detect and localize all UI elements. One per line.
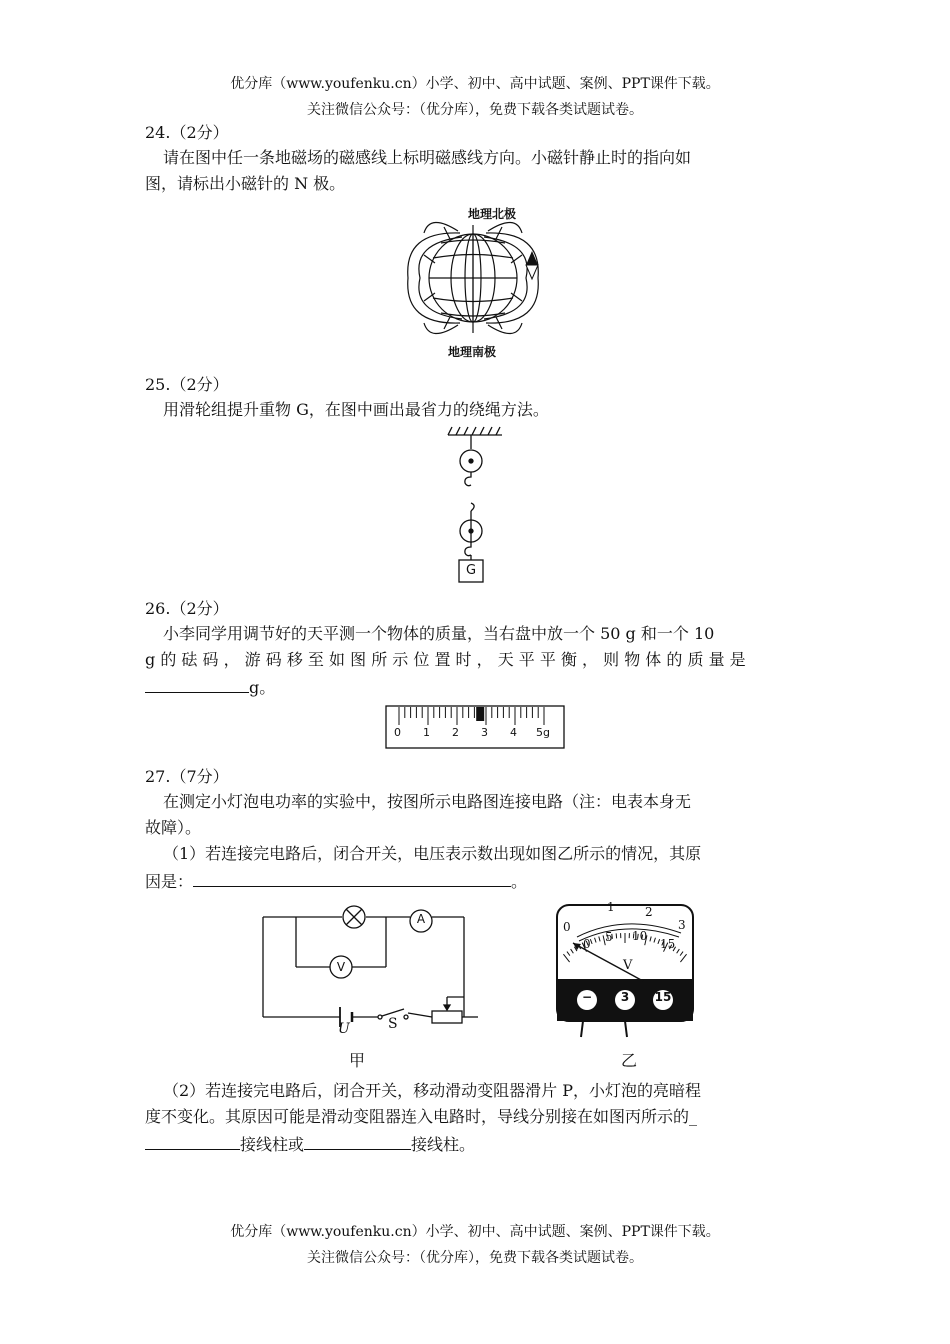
q27-part2-suffix: 接线柱。 [411, 1135, 476, 1154]
header-line-2: 关注微信公众号：（优分库），免费下载各类试题试卷。 [307, 102, 643, 118]
scale-tick-label: 4 [510, 726, 517, 739]
top-scale-2: 2 [645, 905, 653, 919]
q27-part2-blank-1[interactable] [145, 1131, 240, 1150]
switch-label: S [388, 1016, 398, 1032]
circuit-diagram [258, 905, 483, 1040]
scale-tick-label: 1 [423, 726, 430, 739]
terminal-negative: − [581, 990, 593, 1004]
q27-text-line2: 故障）。 [145, 818, 202, 837]
bottom-scale-15: 15 [660, 937, 676, 951]
voltmeter-label: V [336, 960, 346, 974]
circuit-caption: 甲 [349, 1051, 366, 1070]
bottom-scale-0: 0 [583, 937, 591, 951]
q25-text: 用滑轮组提升重物 G，在图中画出最省力的绕绳方法。 [163, 400, 549, 419]
footer-line-1: 优分库（www.youfenku.cn）小学、初中、高中试题、案例、PPT课件下载。 [230, 1224, 720, 1240]
q25-number: 25.（2分） [145, 375, 229, 394]
bottom-scale-10: 10 [632, 929, 648, 943]
q27-number: 27.（7分） [145, 767, 229, 786]
q26-answer-suffix: g。 [249, 678, 276, 697]
q27-part1-blank[interactable] [193, 868, 511, 887]
q26-answer-blank[interactable] [145, 674, 249, 693]
weight-label: G [465, 563, 477, 578]
voltmeter-dial-figure [555, 903, 695, 1043]
q26-answer-line [145, 674, 810, 700]
q27-part1-line2 [145, 868, 810, 894]
q27-part2-line1: （2）若连接完电路后，闭合开关，移动滑动变阻器滑片 P，小灯泡的亮暗程 [163, 1081, 702, 1100]
meter-caption: 乙 [621, 1051, 638, 1070]
scale-tick-label: 2 [452, 726, 459, 739]
q27-part1-prefix: 因是： [145, 872, 194, 891]
terminal-3: 3 [620, 990, 630, 1004]
meter-unit-label: V [623, 958, 633, 973]
q27-part1-suffix: 。 [511, 872, 528, 891]
q27-part2-mid: 接线柱或 [240, 1135, 305, 1154]
scale-tick-labels [385, 726, 565, 744]
top-scale-3: 3 [678, 918, 686, 932]
q27-text-line1: 在测定小灯泡电功率的实验中，按图所示电路图连接电路（注：电表本身无 [163, 792, 692, 811]
footer-line-2: 关注微信公众号：（优分库），免费下载各类试题试卷。 [307, 1250, 643, 1266]
scale-tick-label: 0 [394, 726, 401, 739]
q27-part1-line1: （1）若连接完电路后，闭合开关，电压表示数出现如图乙所示的情况，其原 [163, 844, 702, 863]
rider-marker[interactable] [476, 707, 484, 721]
q24-number: 24.（2分） [145, 123, 229, 142]
top-scale-1: 1 [607, 900, 615, 914]
q26-text-line2: g 的 砝 码 ， 游 码 移 至 如 图 所 示 位 置 时 ， 天 平 平 衡 ， 则 物 体 的 质 量 是 [145, 650, 746, 669]
q24-text-line1: 请在图中任一条地磁场的磁感线上标明磁感线方向。小磁针静止时的指向如 [163, 148, 692, 167]
earth-magnetic-field-figure [400, 203, 560, 363]
scale-tick-label: 3 [481, 726, 488, 739]
header-line-1: 优分库（www.youfenku.cn）小学、初中、高中试题、案例、PPT课件下载。 [230, 76, 720, 92]
terminal-15: 15 [654, 990, 672, 1004]
compass-needle-icon [526, 251, 538, 279]
geographic-south-label: 地理南极 [448, 345, 497, 359]
bottom-scale-5: 5 [605, 930, 613, 944]
source-label: U [338, 1021, 350, 1037]
q27-part2-line3 [145, 1131, 810, 1157]
q27-part2-blank-2[interactable] [304, 1131, 411, 1150]
q24-text-line2: 图，请标出小磁针的 N 极。 [145, 174, 346, 193]
scale-tick-label: 5g [536, 726, 550, 739]
ammeter-label: A [416, 912, 426, 926]
q26-number: 26.（2分） [145, 599, 229, 618]
q27-part2-line2: 度不变化。其原因可能是滑动变阻器连入电路时，导线分别接在如图丙所示的_ [145, 1107, 698, 1126]
q26-text-line1: 小李同学用调节好的天平测一个物体的质量，当右盘中放一个 50 g 和一个 10 [163, 624, 715, 643]
geographic-north-label: 地理北极 [468, 207, 517, 221]
top-scale-0: 0 [563, 920, 571, 934]
